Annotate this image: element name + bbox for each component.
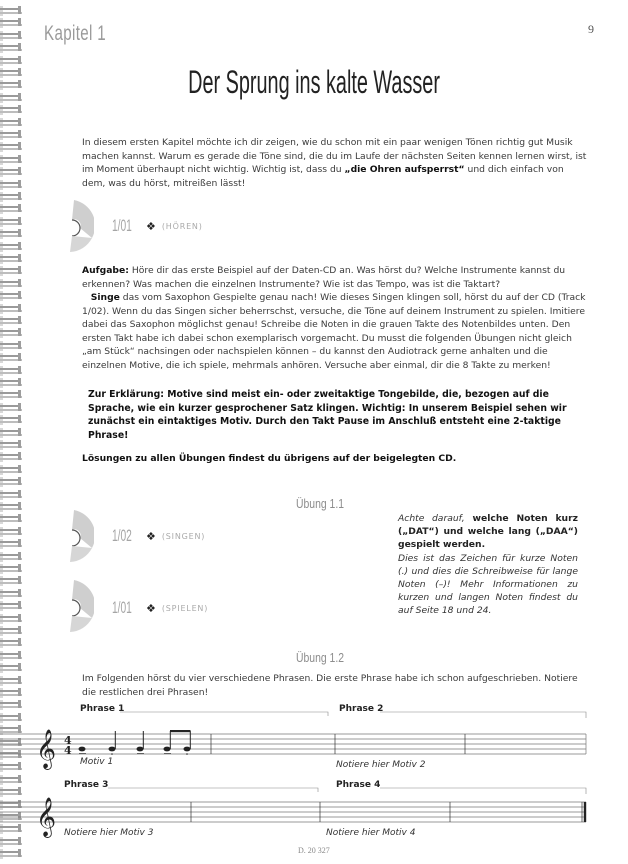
page-number: 9 xyxy=(588,22,594,36)
motif-1-label: Motiv 1 xyxy=(80,757,114,767)
spiral-ring xyxy=(0,192,22,202)
solutions-note: Lösungen zu allen Übungen findest du übrigens auf der beigelegten CD. xyxy=(82,453,457,464)
treble-clef-icon: 𝄞 xyxy=(36,729,57,769)
note xyxy=(184,747,191,752)
spiral-ring xyxy=(0,638,22,648)
staccato-mark xyxy=(186,753,188,755)
spiral-ring xyxy=(0,428,22,438)
spiral-ring xyxy=(0,180,22,190)
staccato-mark xyxy=(111,753,113,755)
spiral-ring xyxy=(0,589,22,599)
spiral-ring xyxy=(0,676,22,686)
spiral-ring xyxy=(0,366,22,376)
spiral-ring xyxy=(0,502,22,512)
exercise-1-note: Achte darauf, welche Noten kurz („DAT“) und welche lang („DAA“) gespielt werden. Dies ist das Zeichen für kurze Noten (.) und dies die Schreibweise für lange Noten (–)! Mehr Informationen zu kurzen und langen Noten findest du auf Seite 18 und 24. xyxy=(398,513,578,617)
spiral-ring xyxy=(0,204,22,214)
track-1: 1/01 ❖ (HÖREN) xyxy=(112,216,203,235)
treble-clef-icon: 𝄞 xyxy=(36,797,57,837)
spiral-ring xyxy=(0,490,22,500)
page-title: Der Sprung ins kalte Wasser xyxy=(188,64,440,100)
spiral-ring xyxy=(0,142,22,152)
spiral-ring xyxy=(0,440,22,450)
tenuto-mark xyxy=(137,753,144,754)
spiral-ring xyxy=(0,43,22,53)
spiral-ring xyxy=(0,105,22,115)
spiral-ring xyxy=(0,242,22,252)
spiral-ring xyxy=(0,279,22,289)
spiral-ring xyxy=(0,378,22,388)
exercise-2-heading: Übung 1.2 xyxy=(296,650,344,665)
spiral-ring xyxy=(0,167,22,177)
spiral-ring xyxy=(0,130,22,140)
note xyxy=(137,747,144,752)
spiral-ring xyxy=(0,564,22,574)
spiral-ring xyxy=(0,527,22,537)
spiral-ring xyxy=(0,341,22,351)
phrase-2-label: Phrase 2 xyxy=(339,704,384,714)
spiral-ring xyxy=(0,31,22,41)
diamond-icon: ❖ xyxy=(146,529,156,543)
exercise-1-heading: Übung 1.1 xyxy=(296,496,344,511)
diamond-icon: ❖ xyxy=(146,219,156,233)
spiral-ring xyxy=(0,514,22,524)
spiral-ring xyxy=(0,614,22,624)
beam xyxy=(170,730,191,732)
staff-1 xyxy=(0,734,586,754)
spiral-ring xyxy=(0,18,22,28)
note xyxy=(109,747,116,752)
spiral-ring xyxy=(0,304,22,314)
time-signature-bottom: 4 xyxy=(64,744,72,757)
spiral-ring xyxy=(0,266,22,276)
tenuto-mark xyxy=(164,753,171,754)
spiral-ring xyxy=(0,403,22,413)
chapter-label: Kapitel 1 xyxy=(44,22,107,45)
task-paragraph: Aufgabe: Höre dir das erste Beispiel auf der Daten-CD an. Was hörst du? Welche Instrumente kannst du erkennen? Was machen die einzelnen Instrumente? Wie ist das Tempo, was ist die Taktart? Singe das vom Saxophon Gespielte genau nach! Wie dieses Singen klingen soll, hörst du auf der CD (Track 1/02). Wenn du das Singen sicher beherrschst, versuche, die Töne auf deinem Instrument zu spielen. Imitiere dabei das Saxophon möglichst genau! Schreibe die Noten in die grauen Takte des Notenbildes unten. Den ersten Takt habe ich dabei schon exemplarisch vorgemacht. Du musst die folgenden Übungen nicht gleich „am Stück“ nachsingen oder nachspielen können – du kannst den Audiotrack gerne anhalten und die einzelnen Motive, die ich spiele, mehrmals anhören. Versuche aber einmal, dir die 8 Takte zu merken! xyxy=(82,265,586,371)
track-2: 1/02 ❖ (SINGEN) xyxy=(112,526,206,545)
motif-4-label: Notiere hier Motiv 4 xyxy=(326,828,416,838)
spiral-ring xyxy=(0,217,22,227)
spiral-ring xyxy=(0,291,22,301)
spiral-ring xyxy=(0,353,22,363)
phrase-4-label: Phrase 4 xyxy=(336,780,381,790)
cd-icon xyxy=(64,578,94,634)
spiral-ring xyxy=(0,316,22,326)
cd-icon xyxy=(64,508,94,564)
spiral-ring xyxy=(0,390,22,400)
catalog-code: D. 20 327 xyxy=(298,846,330,855)
diamond-icon: ❖ xyxy=(146,601,156,615)
spiral-ring xyxy=(0,477,22,487)
time-signature-top: 4 xyxy=(64,734,72,747)
spiral-ring xyxy=(0,626,22,636)
spiral-ring xyxy=(0,465,22,475)
spiral-ring xyxy=(0,6,22,16)
spiral-ring xyxy=(0,663,22,673)
spiral-ring xyxy=(0,155,22,165)
music-score xyxy=(0,700,628,840)
spiral-ring xyxy=(0,118,22,128)
explanation-paragraph: Zur Erklärung: Motive sind meist ein- oder zweitaktige Tongebilde, die, bezogen auf die Sprache, wie ein kurzer gesprochener Satz klingen. Wichtig: In unserem Beispiel sehen wir zunächst ein eintaktiges Motiv. Durch den Takt Pause im Anschluß entsteht eine 2-taktige Phrase! xyxy=(88,389,567,441)
spiral-ring xyxy=(0,576,22,586)
cd-icon xyxy=(64,198,94,254)
spiral-ring xyxy=(0,452,22,462)
tenuto-mark xyxy=(79,753,86,754)
spiral-ring xyxy=(0,539,22,549)
motif-3-label: Notiere hier Motiv 3 xyxy=(64,828,154,838)
track-3: 1/01 ❖ (SPIELEN) xyxy=(112,598,209,617)
note xyxy=(79,747,86,752)
motif-2-label: Notiere hier Motiv 2 xyxy=(336,760,426,770)
spiral-ring xyxy=(0,601,22,611)
phrase-1-label: Phrase 1 xyxy=(80,704,125,714)
exercise-2-text: Im Folgenden hörst du vier verschiedene Phrasen. Die erste Phrase habe ich schon aufgeschrieben. Notiere die restlichen drei Phrasen! xyxy=(82,673,578,698)
note xyxy=(164,747,171,752)
spiral-ring xyxy=(0,415,22,425)
spiral-ring xyxy=(0,849,22,859)
spiral-ring xyxy=(0,229,22,239)
phrase-3-label: Phrase 3 xyxy=(64,780,109,790)
intro-paragraph: In diesem ersten Kapitel möchte ich dir zeigen, wie du schon mit ein paar wenigen Tönen richtig gut Musik machen kannst. Warum es gerade die Töne sind, die du im Laufe der nächsten Seiten kennen lernen wirst, ist im Moment überhaupt nicht wichtig. Wichtig ist, dass du „die Ohren aufsperrst“ und dich einfach von dem, was du hörst, mitreißen lässt! xyxy=(82,137,587,189)
spiral-ring xyxy=(0,552,22,562)
spiral-ring xyxy=(0,651,22,661)
spiral-ring xyxy=(0,328,22,338)
spiral-ring xyxy=(0,688,22,698)
spiral-ring xyxy=(0,254,22,264)
